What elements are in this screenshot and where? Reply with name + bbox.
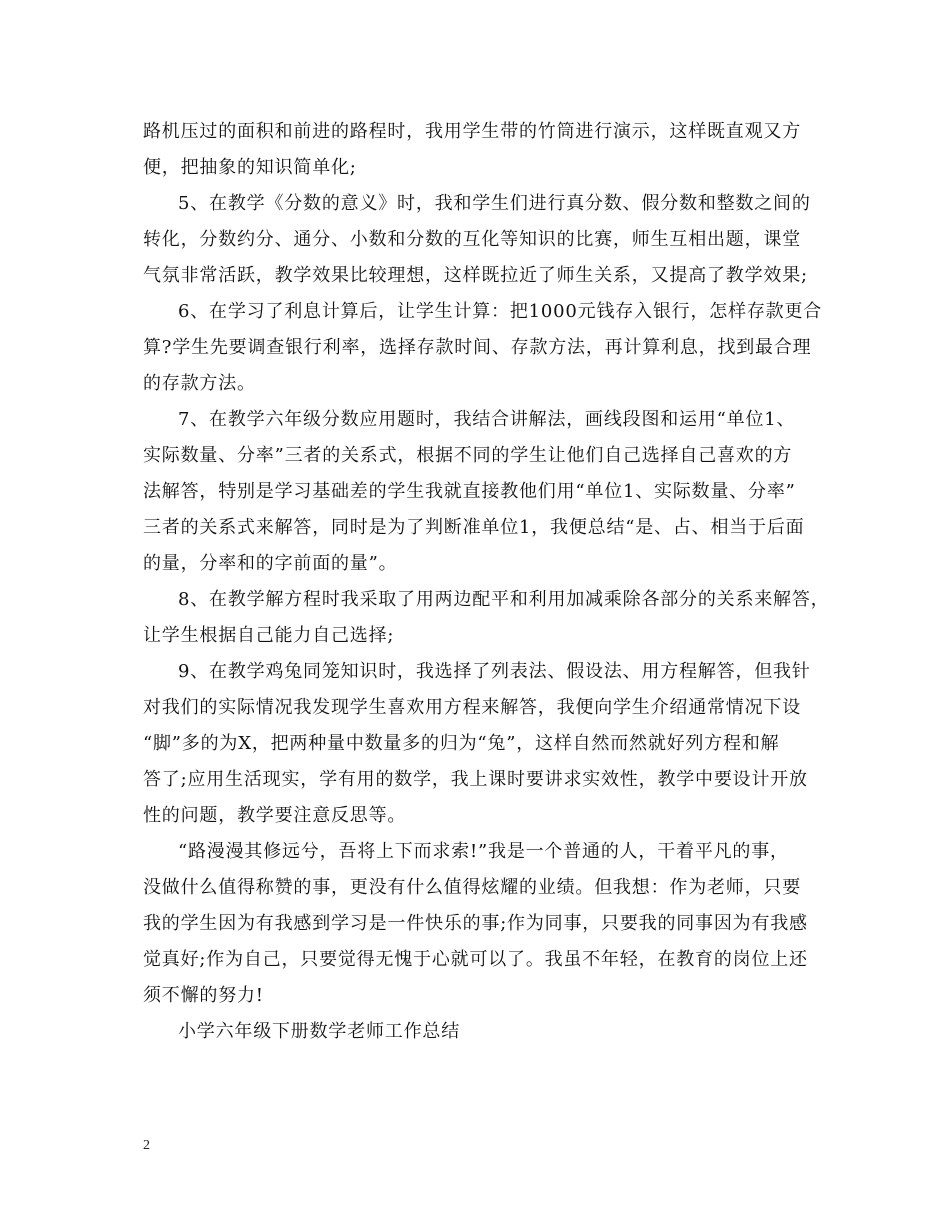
text-line: 没做什么值得称赞的事，更没有什么值得炫耀的业绩。但我想：作为老师，只要 bbox=[143, 877, 801, 898]
text-line: 路机压过的面积和前进的路程时，我用学生带的竹筒进行演示，这样既直观又方 bbox=[143, 121, 801, 142]
text-line: “脚”多的为X，把两种量中数量多的归为“兔”，这样自然而然就好列方程和解 bbox=[143, 733, 780, 754]
text-line: 的存款方法。 bbox=[143, 373, 256, 394]
text-line: 觉真好;作为自己，只要觉得无愧于心就可以了。我虽不年轻，在教育的岗位上还 bbox=[143, 949, 808, 970]
text-line: 5、在教学《分数的意义》时，我和学生们进行真分数、假分数和整数之间的 bbox=[178, 193, 811, 214]
text-line: 让学生根据自己能力自己选择; bbox=[143, 625, 395, 646]
text-line: 的量，分率和的字前面的量”。 bbox=[143, 553, 398, 574]
text-line: 须不懈的努力! bbox=[143, 985, 264, 1006]
text-line: 性的问题，教学要注意反思等。 bbox=[143, 805, 407, 826]
text-line: 8、在教学解方程时我采取了用两边配平和利用加减乘除各部分的关系来解答， bbox=[178, 589, 830, 610]
text-line: 三者的关系式来解答，同时是为了判断准单位1，我便总结“是、占、相当于后面 bbox=[143, 517, 805, 538]
text-line: 法解答，特别是学习基础差的学生我就直接教他们用“单位1、实际数量、分率” bbox=[143, 481, 796, 502]
text-line: 实际数量、分率”三者的关系式，根据不同的学生让他们自己选择自己喜欢的方 bbox=[143, 445, 793, 466]
text-line: 对我们的实际情况我发现学生喜欢用方程来解答，我便向学生介绍通常情况下设 bbox=[143, 697, 801, 718]
text-line: 7、在教学六年级分数应用题时，我结合讲解法，画线段图和运用“单位1、 bbox=[178, 409, 796, 430]
text-line: 9、在教学鸡兔同笼知识时，我选择了列表法、假设法、用方程解答，但我针 bbox=[178, 661, 811, 682]
text-line: 转化，分数约分、通分、小数和分数的互化等知识的比赛，师生互相出题，课堂 bbox=[143, 229, 801, 250]
text-line: 6、在学习了利息计算后，让学生计算：把1000元钱存入银行，怎样存款更合 bbox=[178, 301, 823, 322]
text-line: 答了;应用生活现实，学有用的数学，我上课时要讲求实效性，教学中要设计开放 bbox=[143, 769, 808, 790]
document-title-line: 小学六年级下册数学老师工作总结 bbox=[178, 1021, 460, 1042]
text-line: “路漫漫其修远兮，吾将上下而求索!”我是一个普通的人，干着平凡的事， bbox=[178, 841, 789, 862]
text-line: 我的学生因为有我感到学习是一件快乐的事;作为同事，只要我的同事因为有我感 bbox=[143, 913, 808, 934]
page-number: 2 bbox=[143, 1138, 150, 1153]
text-line: 便，把抽象的知识简单化; bbox=[143, 157, 357, 178]
text-line: 算?学生先要调查银行利率，选择存款时间、存款方法，再计算利息，找到最合理 bbox=[143, 337, 812, 358]
text-line: 气氛非常活跃，教学效果比较理想，这样既拉近了师生关系，又提高了教学效果; bbox=[143, 265, 808, 286]
